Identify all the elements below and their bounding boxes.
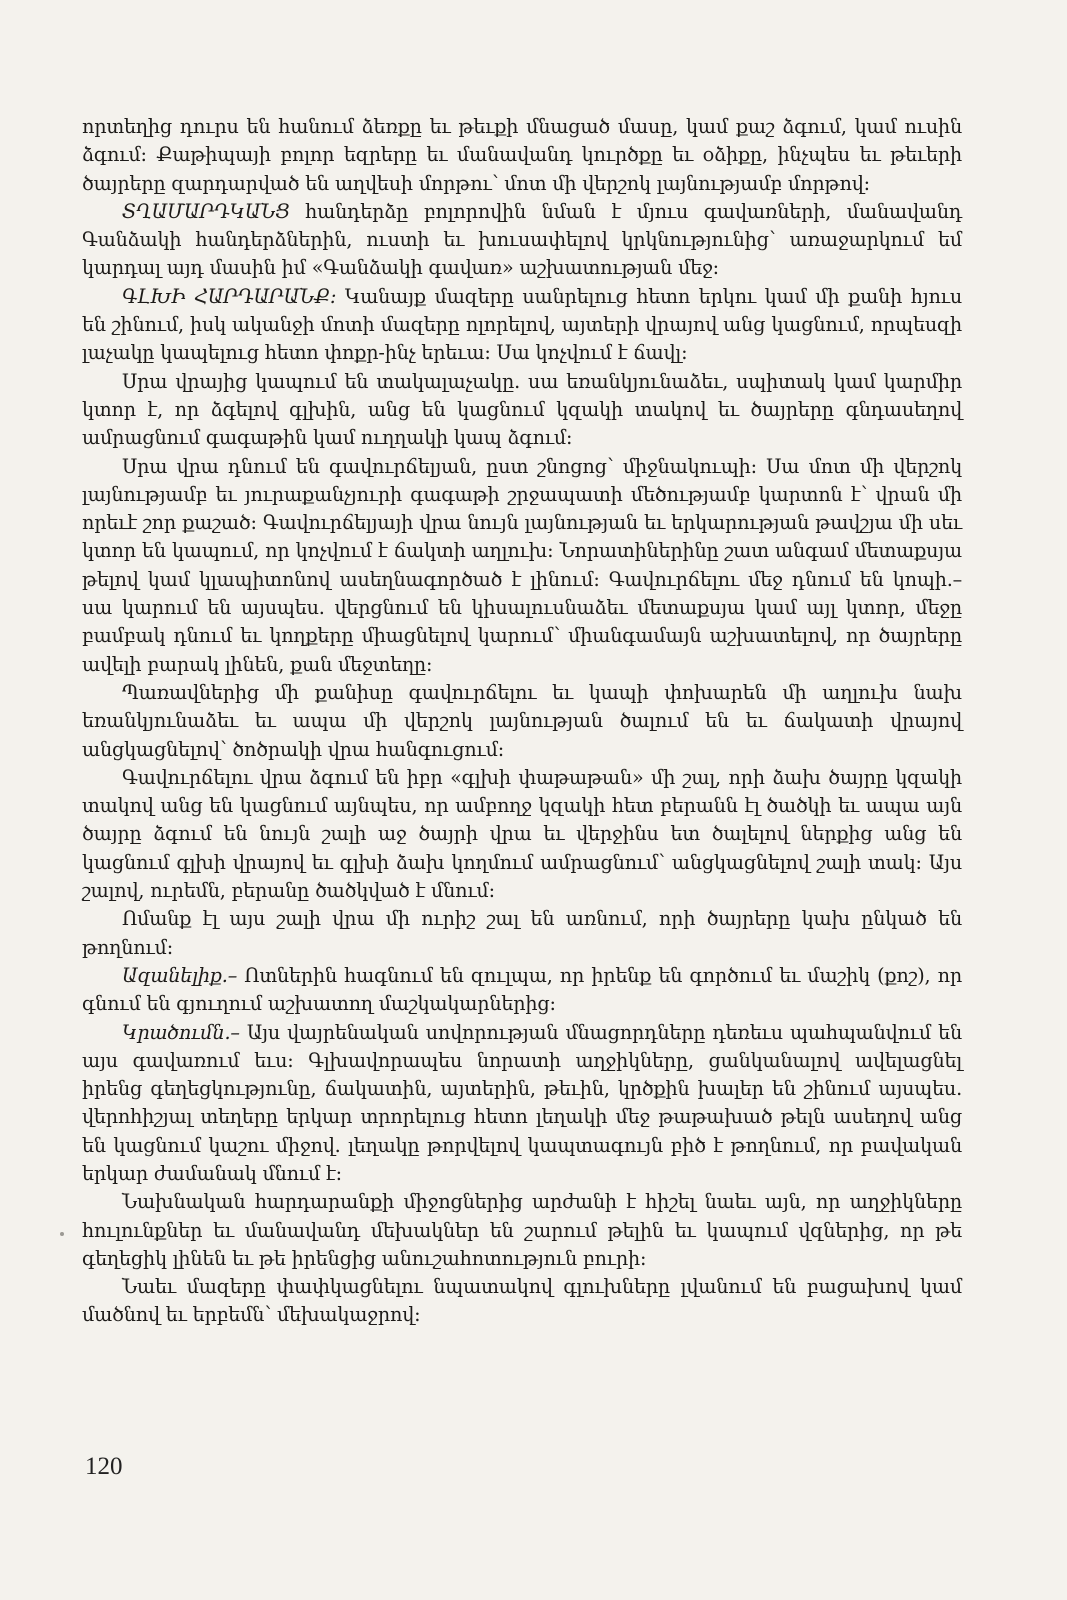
paragraph-10-text: Այս վայրենական սովորության մնացորդները դեռեւս պահպանվում են այս գավառում եւս: Գլխավորապես նորատի աղջիկները, ցանկանալով ավելացնել իրենց գեղեցկությունը, ճակատին, այտերին, թեւին, կրծքին խալեր են շինում այսպես. վերոհիշյալ տեղերը երկար տրորելուց հետո լեղակի մեջ թաթախած թելն ասեղով անց են կացնում կաշու միջով. լեղակը թորվելով կապտագույն բիծ է թողնում, որ բավական երկար ժամանակ մնում է: bbox=[82, 1020, 962, 1185]
scan-speck bbox=[60, 1232, 64, 1236]
paragraph-8 bbox=[82, 905, 962, 962]
paragraph-10-lead: Կրածումն.– bbox=[122, 1020, 247, 1044]
paragraph-5-text: Սրա վրա դնում են գավուրճելյան, ըստ շնոցոց՝ միջնակուպի: Սա մոտ մի վերշոկ լայնությամբ եւ յուրաքանչյուրի գագաթի շրջապատի մեծությամբ կարտոն է՝ վրան մի որեւէ շոր քաշած: Գավուրճելյայի վրա նույն լայնության եւ երկարության թավշյա մի սեւ կտոր են կապում, որ կոչվում է ճակտի աղլուխ: Նորատիներինը շատ անգամ մետաքսյա թելով կամ կլապիտոնով ասեղնագործած է լինում: Գավուրճելու մեջ դնում են կոպի.– սա կարում են այսպես. վերցնում են կիսալուսնաձեւ մետաքսյա կամ այլ կտոր, մեջը բամբակ դնում եւ կողքերը միացնելով կարում՝ միանգամայն աշխատելով, որ ծայրերը ավելի բարակ լինեն, քան մեջտեղը: bbox=[82, 454, 962, 676]
paragraph-12 bbox=[82, 1273, 962, 1330]
paragraph-2-text: հանդերձը բոլորովին նման է մյուս գավառների, մանավանդ Գանձակի հանդերձներին, ուստի եւ խուսափելով կրկնությունից՝ առաջարկում եմ կարդալ այդ մասին իմ «Գանձակի գավառ» աշխատության մեջ: bbox=[82, 199, 962, 280]
paragraph-12-text: Նաեւ մազերը փափկացնելու նպատակով գլուխները լվանում են բացախով կամ մածնով եւ երբեմն՝ մեխակաջրով: bbox=[82, 1275, 962, 1327]
paragraph-6 bbox=[82, 679, 962, 764]
paragraph-8-text: Ոմանք էլ այս շալի վրա մի ուրիշ շալ են առնում, որի ծայրերը կախ ընկած են թողնում: bbox=[82, 907, 962, 959]
paragraph-7-text: Գավուրճելու վրա ձգում են իբր «գլխի փաթաթան» մի շալ, որի ձախ ծայրը կզակի տակով անց են կացնում այնպես, որ ամբողջ կզակի հետ բերանն էլ ծածկի եւ ապա այն ծայրը ձգում են նույն շալի աջ ծայրի վրա եւ վերջինս ետ ծալելով ներքից անց են կացնում գլխի վրայով եւ գլխի ձախ կողմում ամրացնում՝ անցկացնելով շալի տակ: Այս շալով, ուրեմն, բերանը ծածկված է մնում: bbox=[82, 765, 962, 903]
paragraph-11 bbox=[82, 1188, 962, 1273]
paragraph-5 bbox=[82, 453, 962, 679]
paragraph-7 bbox=[82, 764, 962, 905]
paragraph-9-text: Ոտներին հագնում են զուլպա, որ իրենք են գործում եւ մաշիկ (քոշ), որ գնում են գյուղում աշխատող մաշկակարներից: bbox=[82, 963, 962, 1016]
paragraph-11-text: Նախնական հարդարանքի միջոցներից արժանի է հիշել նաեւ այն, որ աղջիկները հուլունքներ եւ մանավանդ մեխակներ են շարում թելին եւ կապում վզներից, որ թե գեղեցիկ լինեն եւ թե իրենցից անուշահոտություն բուրի: bbox=[82, 1190, 962, 1270]
page-number: 120 bbox=[85, 1453, 123, 1480]
paragraph-3 bbox=[82, 283, 962, 368]
paragraph-1-text: որտեղից դուրս են հանում ձեռքը եւ թեւքի մնացած մասը, կամ քաշ ձգում, կամ ուսին ձգում: Քաթիպայի բոլոր եզրերը եւ մանավանդ կուրծքը եւ օձիքը, ինչպես եւ թեւերի ծայրերը զարդարված են աղվեսի մորթու՝ մոտ մի վերշոկ լայնությամբ մորթով: bbox=[82, 115, 962, 195]
paragraph-3-text: Կանայք մազերը սանրելուց հետո երկու կամ մի քանի հյուս են շինում, իսկ ականջի մոտի մազերը ոլորելով, այտերի վրայով անց կացնում, որպեսզի լաչակը կապելուց հետո փոքր-ինչ երեւա: Սա կոչվում է ճավլ: bbox=[82, 284, 962, 365]
paragraph-10 bbox=[82, 1019, 962, 1189]
paragraph-3-lead: ԳԼԽԻ ՀԱՐԴԱՐԱՆՔ: bbox=[122, 284, 345, 308]
paragraph-6-text: Պառավներից մի քանիսը գավուրճելու եւ կապի փոխարեն մի աղլուխ նախ եռանկյունաձեւ եւ ապա մի վերշոկ լայնության ծալում են եւ ճակատի վրայով անցկացնելով՝ ծոծրակի վրա հանգուցում: bbox=[82, 680, 962, 761]
paragraph-2-lead: ՏՂԱՄԱՐԴԿԱՆՑ bbox=[122, 199, 306, 223]
paragraph-1 bbox=[82, 113, 962, 198]
paragraph-4 bbox=[82, 368, 962, 453]
body-text bbox=[82, 113, 962, 1330]
paragraph-4-text: Սրա վրայից կապում են տակալաչակը. սա եռանկյունաձեւ, սպիտակ կամ կարմիր կտոր է, որ ձգելով գլխին, անց են կացնում կզակի տակով եւ ծայրերը գնդասեղով ամրացնում գագաթին կամ ուղղակի կապ ձգում: bbox=[82, 369, 962, 450]
paragraph-9-lead: Ազանելիք.– bbox=[122, 963, 245, 987]
paragraph-9 bbox=[82, 962, 962, 1019]
paragraph-2 bbox=[82, 198, 962, 283]
